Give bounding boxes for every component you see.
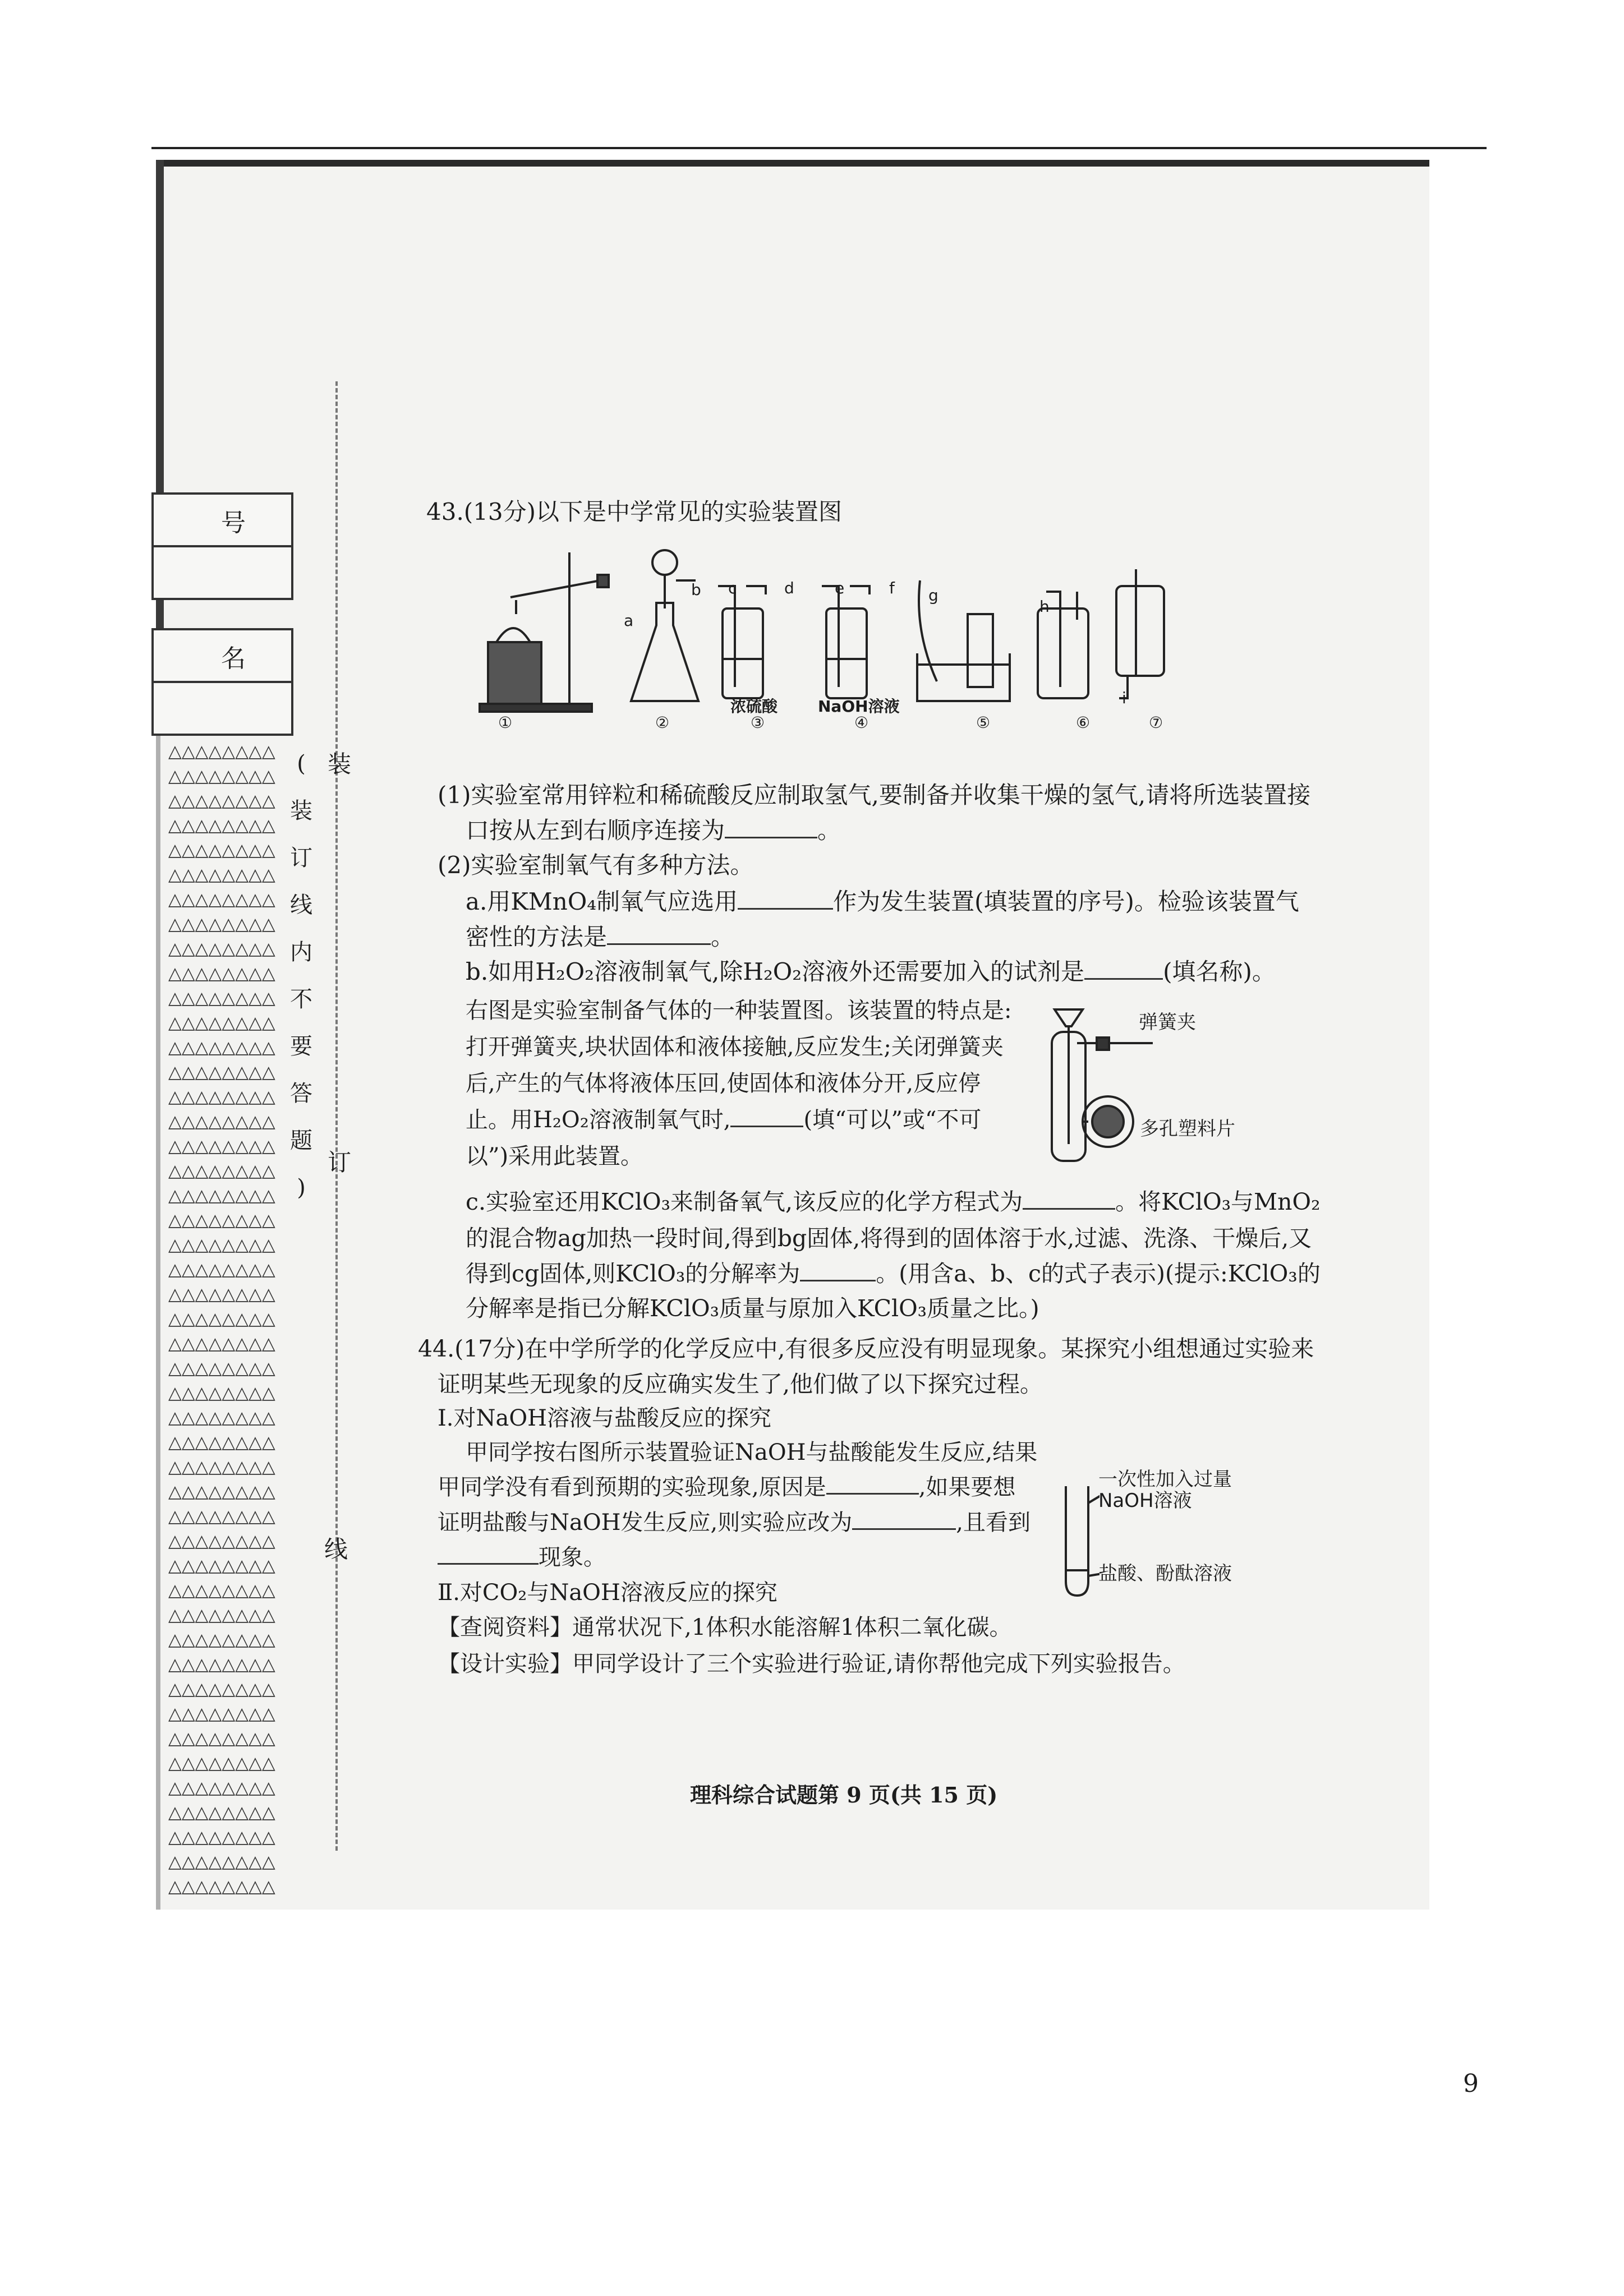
answer-blank[interactable] <box>738 887 833 910</box>
q44-design: 【设计实验】甲同学设计了三个实验进行验证,请你帮他完成下列实验报告。 <box>438 1651 1185 1677</box>
q43-a-line2: 密性的方法是 。 <box>466 923 735 951</box>
answer-blank[interactable] <box>438 1542 539 1565</box>
binding-char-ding: 订 <box>328 1149 352 1176</box>
page-number: 9 <box>1463 2069 1479 2098</box>
binding-char-xian: 线 <box>324 1536 348 1563</box>
q44-reference: 【查阅资料】通常状况下,1体积水能溶解1体积二氧化碳。 <box>438 1615 1012 1640</box>
binding-note <box>287 740 315 1211</box>
note-char: 答 <box>290 1081 312 1106</box>
q43-c-line4: 分解率是指已分解KClO₃质量与原加入KClO₃质量之比。) <box>466 1295 1039 1322</box>
note-char: 要 <box>290 1034 312 1059</box>
q43-p2: (2)实验室制氧气有多种方法。 <box>438 851 754 879</box>
fig-letter-b: b <box>691 580 701 599</box>
q43-title: 43.(13分)以下是中学常见的实验装置图 <box>426 498 843 525</box>
name-box <box>151 628 293 736</box>
apparatus-figure <box>471 547 1189 718</box>
q44-line1: 44.(17分)在中学所学的化学反应中,有很多反应没有明显现象。某探究小组想通过实验来 <box>418 1335 1314 1362</box>
q43-c-line2: 的混合物ag加热一段时间,得到bg固体,将得到的固体溶于水,过滤、洗涤、干燥后,又 <box>466 1225 1312 1252</box>
binding-dashed-line <box>335 381 338 1851</box>
fig-letter-e: e <box>835 579 845 597</box>
fig-letter-h: h <box>1039 597 1050 616</box>
fig-letter-f: f <box>889 579 895 597</box>
triangle-margin-pattern: △△△△△△△△ △△△△△△△△ △△△△△△△△ △△△△△△△△ △△△△△△△△ △△△△△△△△ △△△△△△△△ △△△△△△△△ △△△△△△△△ △△△△△△△△ △△△△△△△△ △△△△△△△△ △△△△△△△△ △△△△△△△△ △△△△△△△△ △△△△△△△△ △△△△△△△△ △△△△△△△△ △△△△△△△△ △△△△△△△△ △△△△△△△△ △△△△△△△△ △△△△△△△△ △△△△△△△△ △△△△△△△△ △△△△△△△△ △△△△△△△△ △△△△△△△△ △△△△△△△△ △△△△△△△△ △△△△△△△△ △△△△△△△△ △△△△△△△△ △△△△△△△△ △△△△△△△△ △△△△△△△△ △△△△△△△△ △△△△△△△△ △△△△△△△△ △△△△△△△△ △△△△△△△△ △△△△△△△△ △△△△△△△△ △△△△△△△△ △△△△△△△△ △△△△△△△△ △△△△△△△△ <box>168 741 275 1897</box>
q44-part2-title: Ⅱ.对CO₂与NaOH溶液反应的探究 <box>438 1580 778 1606</box>
apparatus-2 <box>631 550 698 701</box>
q43-b-line5: 止。用H₂O₂溶液制氧气时, (填“可以”或“不可 <box>466 1102 981 1134</box>
note-char: ( <box>297 751 306 777</box>
q44-part1-title: Ⅰ.对NaOH溶液与盐酸反应的探究 <box>438 1405 772 1431</box>
answer-blank[interactable] <box>852 1507 956 1530</box>
binding-char-zhuang: 装 <box>328 750 352 778</box>
answer-blank[interactable] <box>1023 1187 1115 1210</box>
top-rule <box>151 147 1487 149</box>
note-char: 题 <box>290 1128 312 1154</box>
answer-blank[interactable] <box>730 1104 803 1127</box>
fig-letter-a: a <box>624 611 634 630</box>
apparatus-1 <box>480 552 609 712</box>
device-number-1: ① <box>498 713 513 732</box>
device-number-3: ③ <box>751 713 765 732</box>
label-hcl-phenolphthalein: 盐酸、酚酞溶液 <box>1098 1562 1232 1585</box>
answer-blank[interactable] <box>725 815 817 838</box>
device-number-7: ⑦ <box>1149 713 1163 732</box>
apparatus-3 <box>718 586 766 698</box>
device-number-4: ④ <box>854 713 869 732</box>
q43-b-line3: 打开弹簧夹,块状固体和液体接触,反应发生;关闭弹簧夹 <box>466 1034 1004 1060</box>
q43-b-line6: 以”)采用此装置。 <box>466 1144 643 1169</box>
kipp-apparatus-figure <box>1032 998 1156 1167</box>
note-char: 装 <box>290 798 312 824</box>
q44-p1-line3: 证明盐酸与NaOH发生反应,则实验应改为 ,且看到 <box>438 1505 1030 1537</box>
label-spring-clip: 弹簧夹 <box>1139 1011 1196 1034</box>
label-conc-sulfuric-acid: 浓硫酸 <box>730 697 778 716</box>
q43-b-line4: 后,产生的气体将液体压回,使固体和液体分开,反应停 <box>466 1071 981 1096</box>
fig-letter-g: g <box>928 586 938 605</box>
device-number-6: ⑥ <box>1076 713 1091 732</box>
answer-blank[interactable] <box>826 1472 919 1495</box>
note-char: ) <box>297 1175 306 1201</box>
q43-a-line1: a.用KMnO₄制氧气应选用 作为发生装置(填装置的序号)。检验该装置气 <box>466 888 1299 915</box>
fig-letter-d: d <box>784 579 794 597</box>
answer-blank[interactable] <box>607 922 711 945</box>
q43-p1-line1: (1)实验室常用锌粒和稀硫酸反应制取氢气,要制备并收集干燥的氢气,请将所选装置接 <box>438 781 1311 809</box>
device-number-2: ② <box>655 713 670 732</box>
q43-p1-line2: 口按从左到右顺序连接为 。 <box>466 817 841 844</box>
q43-c-line3: 得到cg固体,则KClO₃的分解率为 。(用含a、b、c的式子表示)(提示:KClO₃的 <box>466 1255 1321 1288</box>
q44-p1-line4: 现象。 <box>438 1539 606 1571</box>
q43-c-line1: c.实验室还用KClO₃来制备氧气,该反应的化学方程式为 。将KClO₃与MnO₂ <box>466 1183 1321 1216</box>
label-naoh-solution-2: NaOH溶液 <box>1098 1490 1192 1512</box>
scan-left-shadow <box>156 726 160 1910</box>
fig-letter-c: c <box>728 579 737 597</box>
label-add-excess: 一次性加入过量 <box>1098 1468 1232 1491</box>
note-char: 线 <box>290 892 312 918</box>
label-naoh-solution: NaOH溶液 <box>818 697 900 716</box>
apparatus-7 <box>1116 569 1164 698</box>
scan-top-edge <box>156 160 1429 167</box>
q44-line2: 证明某些无现象的反应确实发生了,他们做了以下探究过程。 <box>438 1371 1043 1398</box>
fig-letter-i: i <box>1122 689 1126 707</box>
note-char: 不 <box>290 986 312 1012</box>
device-number-5: ⑤ <box>976 713 991 732</box>
test-tube-figure <box>1055 1481 1099 1604</box>
exam-number-label: 号 <box>221 509 246 537</box>
q43-b-line1: b.如用H₂O₂溶液制氧气,除H₂O₂溶液外还需要加入的试剂是 (填名称)。 <box>466 958 1276 985</box>
q43-b-line2: 右图是实验室制备气体的一种装置图。该装置的特点是: <box>466 998 1012 1023</box>
exam-number-box <box>151 492 293 600</box>
answer-blank[interactable] <box>800 1258 876 1281</box>
page-footer: 理科综合试题第 9 页(共 15 页) <box>690 1782 998 1808</box>
label-porous-plate: 多孔塑料片 <box>1140 1118 1235 1140</box>
note-char: 内 <box>290 939 312 965</box>
apparatus-4 <box>822 586 869 698</box>
name-label: 名 <box>221 644 246 673</box>
q44-p1-line2: 甲同学没有看到预期的实验现象,原因是 ,如果要想 <box>438 1469 1015 1501</box>
q44-p1-line1: 甲同学按右图所示装置验证NaOH与盐酸能发生反应,结果 <box>466 1440 1038 1465</box>
answer-blank[interactable] <box>1084 957 1163 980</box>
note-char: 订 <box>290 845 312 871</box>
